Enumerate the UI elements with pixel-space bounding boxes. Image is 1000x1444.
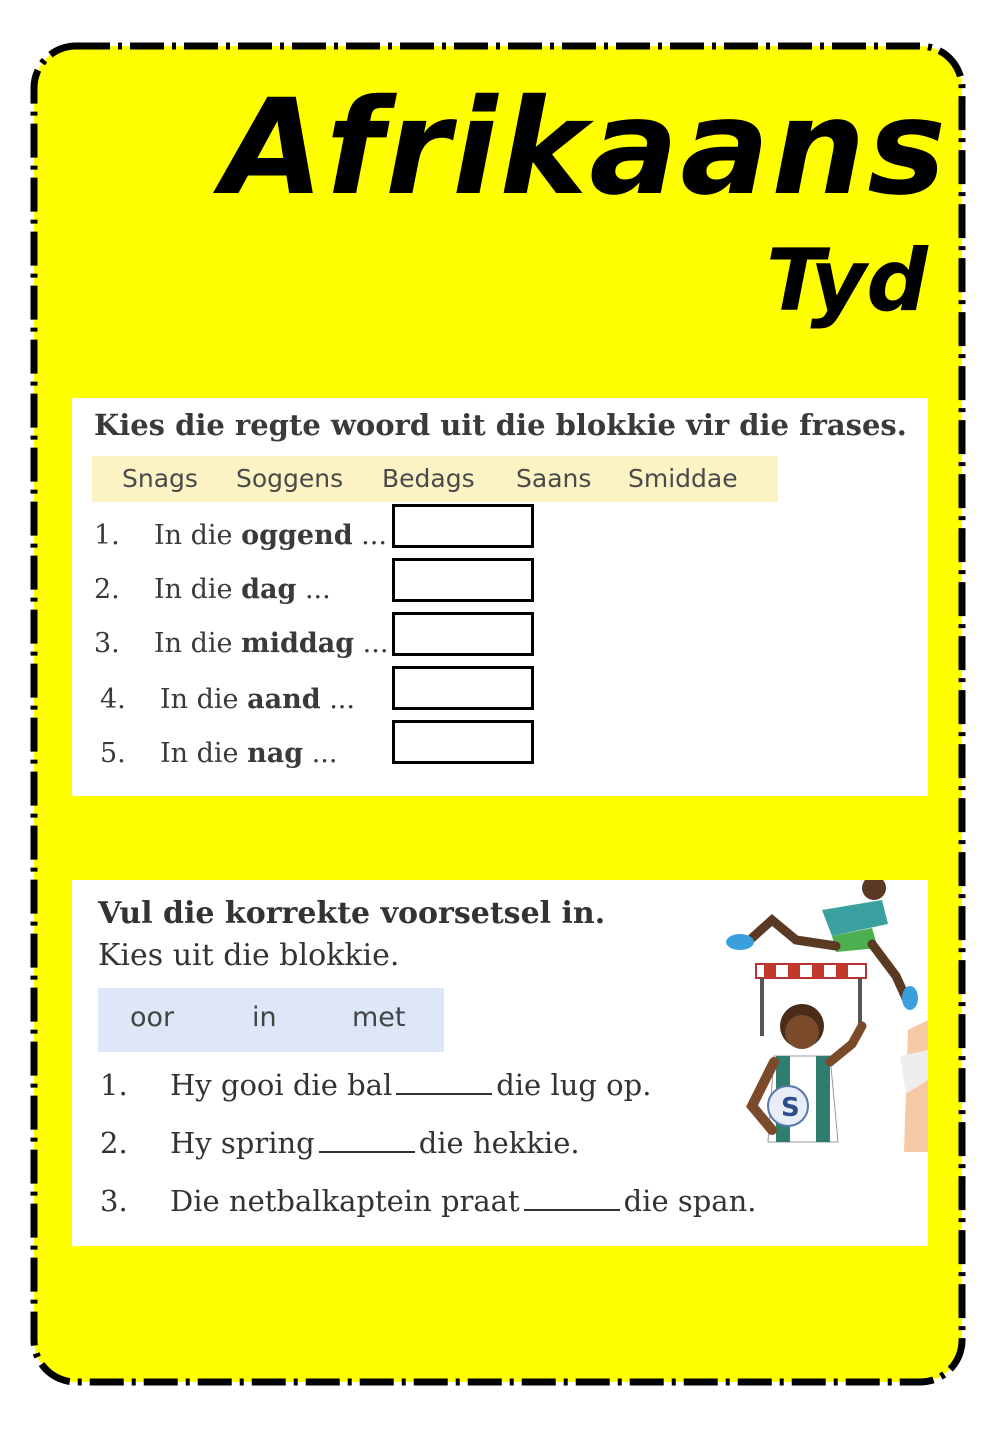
exercise-1-item: 3. In die middag ... (94, 628, 389, 659)
exercise-1-item: 4. In die aand ... (100, 684, 355, 715)
answer-box-4[interactable] (392, 666, 534, 710)
word-bank-word: Saans (516, 464, 592, 493)
word-bank-word: in (252, 1002, 277, 1033)
answer-box-2[interactable] (392, 558, 534, 602)
word-bank-2 (98, 988, 444, 1052)
fill-blank-3[interactable] (524, 1208, 620, 1211)
exercise-1-item: 2. In die dag ... (94, 574, 331, 605)
answer-box-1[interactable] (392, 504, 534, 548)
word-bank-word: oor (130, 1002, 175, 1033)
exercise-2-heading: Vul die korrekte voorsetsel in. (98, 896, 606, 931)
exercise-2-item: 1. Hy gooi die bal die lug op. (100, 1068, 652, 1102)
answer-box-5[interactable] (392, 720, 534, 764)
word-bank-word: Bedags (382, 464, 475, 493)
exercise-2-item: 3. Die netbalkaptein praat die span. (100, 1184, 757, 1218)
exercise-1-panel (72, 398, 928, 796)
sports-illustration (712, 880, 928, 1180)
word-bank-1 (92, 456, 778, 502)
worksheet-subtitle: Tyd (765, 231, 928, 331)
exercise-2-item: 2. Hy spring die hekkie. (100, 1126, 580, 1160)
exercise-2-subheading: Kies uit die blokkie. (98, 938, 400, 973)
word-bank-word: Smiddae (628, 464, 738, 493)
exercise-2-panel (72, 880, 928, 1246)
exercise-1-item: 5. In die nag ... (100, 738, 338, 769)
netball-letter: S (781, 1093, 800, 1123)
fill-blank-1[interactable] (396, 1092, 492, 1095)
word-bank-word: Snags (122, 464, 198, 493)
worksheet-title: Afrikaans (221, 71, 948, 225)
exercise-1-heading: Kies die regte woord uit die blokkie vir die frases. (94, 408, 907, 442)
word-bank-word: Soggens (236, 464, 344, 493)
answer-box-3[interactable] (392, 612, 534, 656)
word-bank-word: met (352, 1002, 406, 1033)
exercise-1-item: 1. In die oggend ... (94, 520, 387, 551)
fill-blank-2[interactable] (319, 1150, 415, 1153)
